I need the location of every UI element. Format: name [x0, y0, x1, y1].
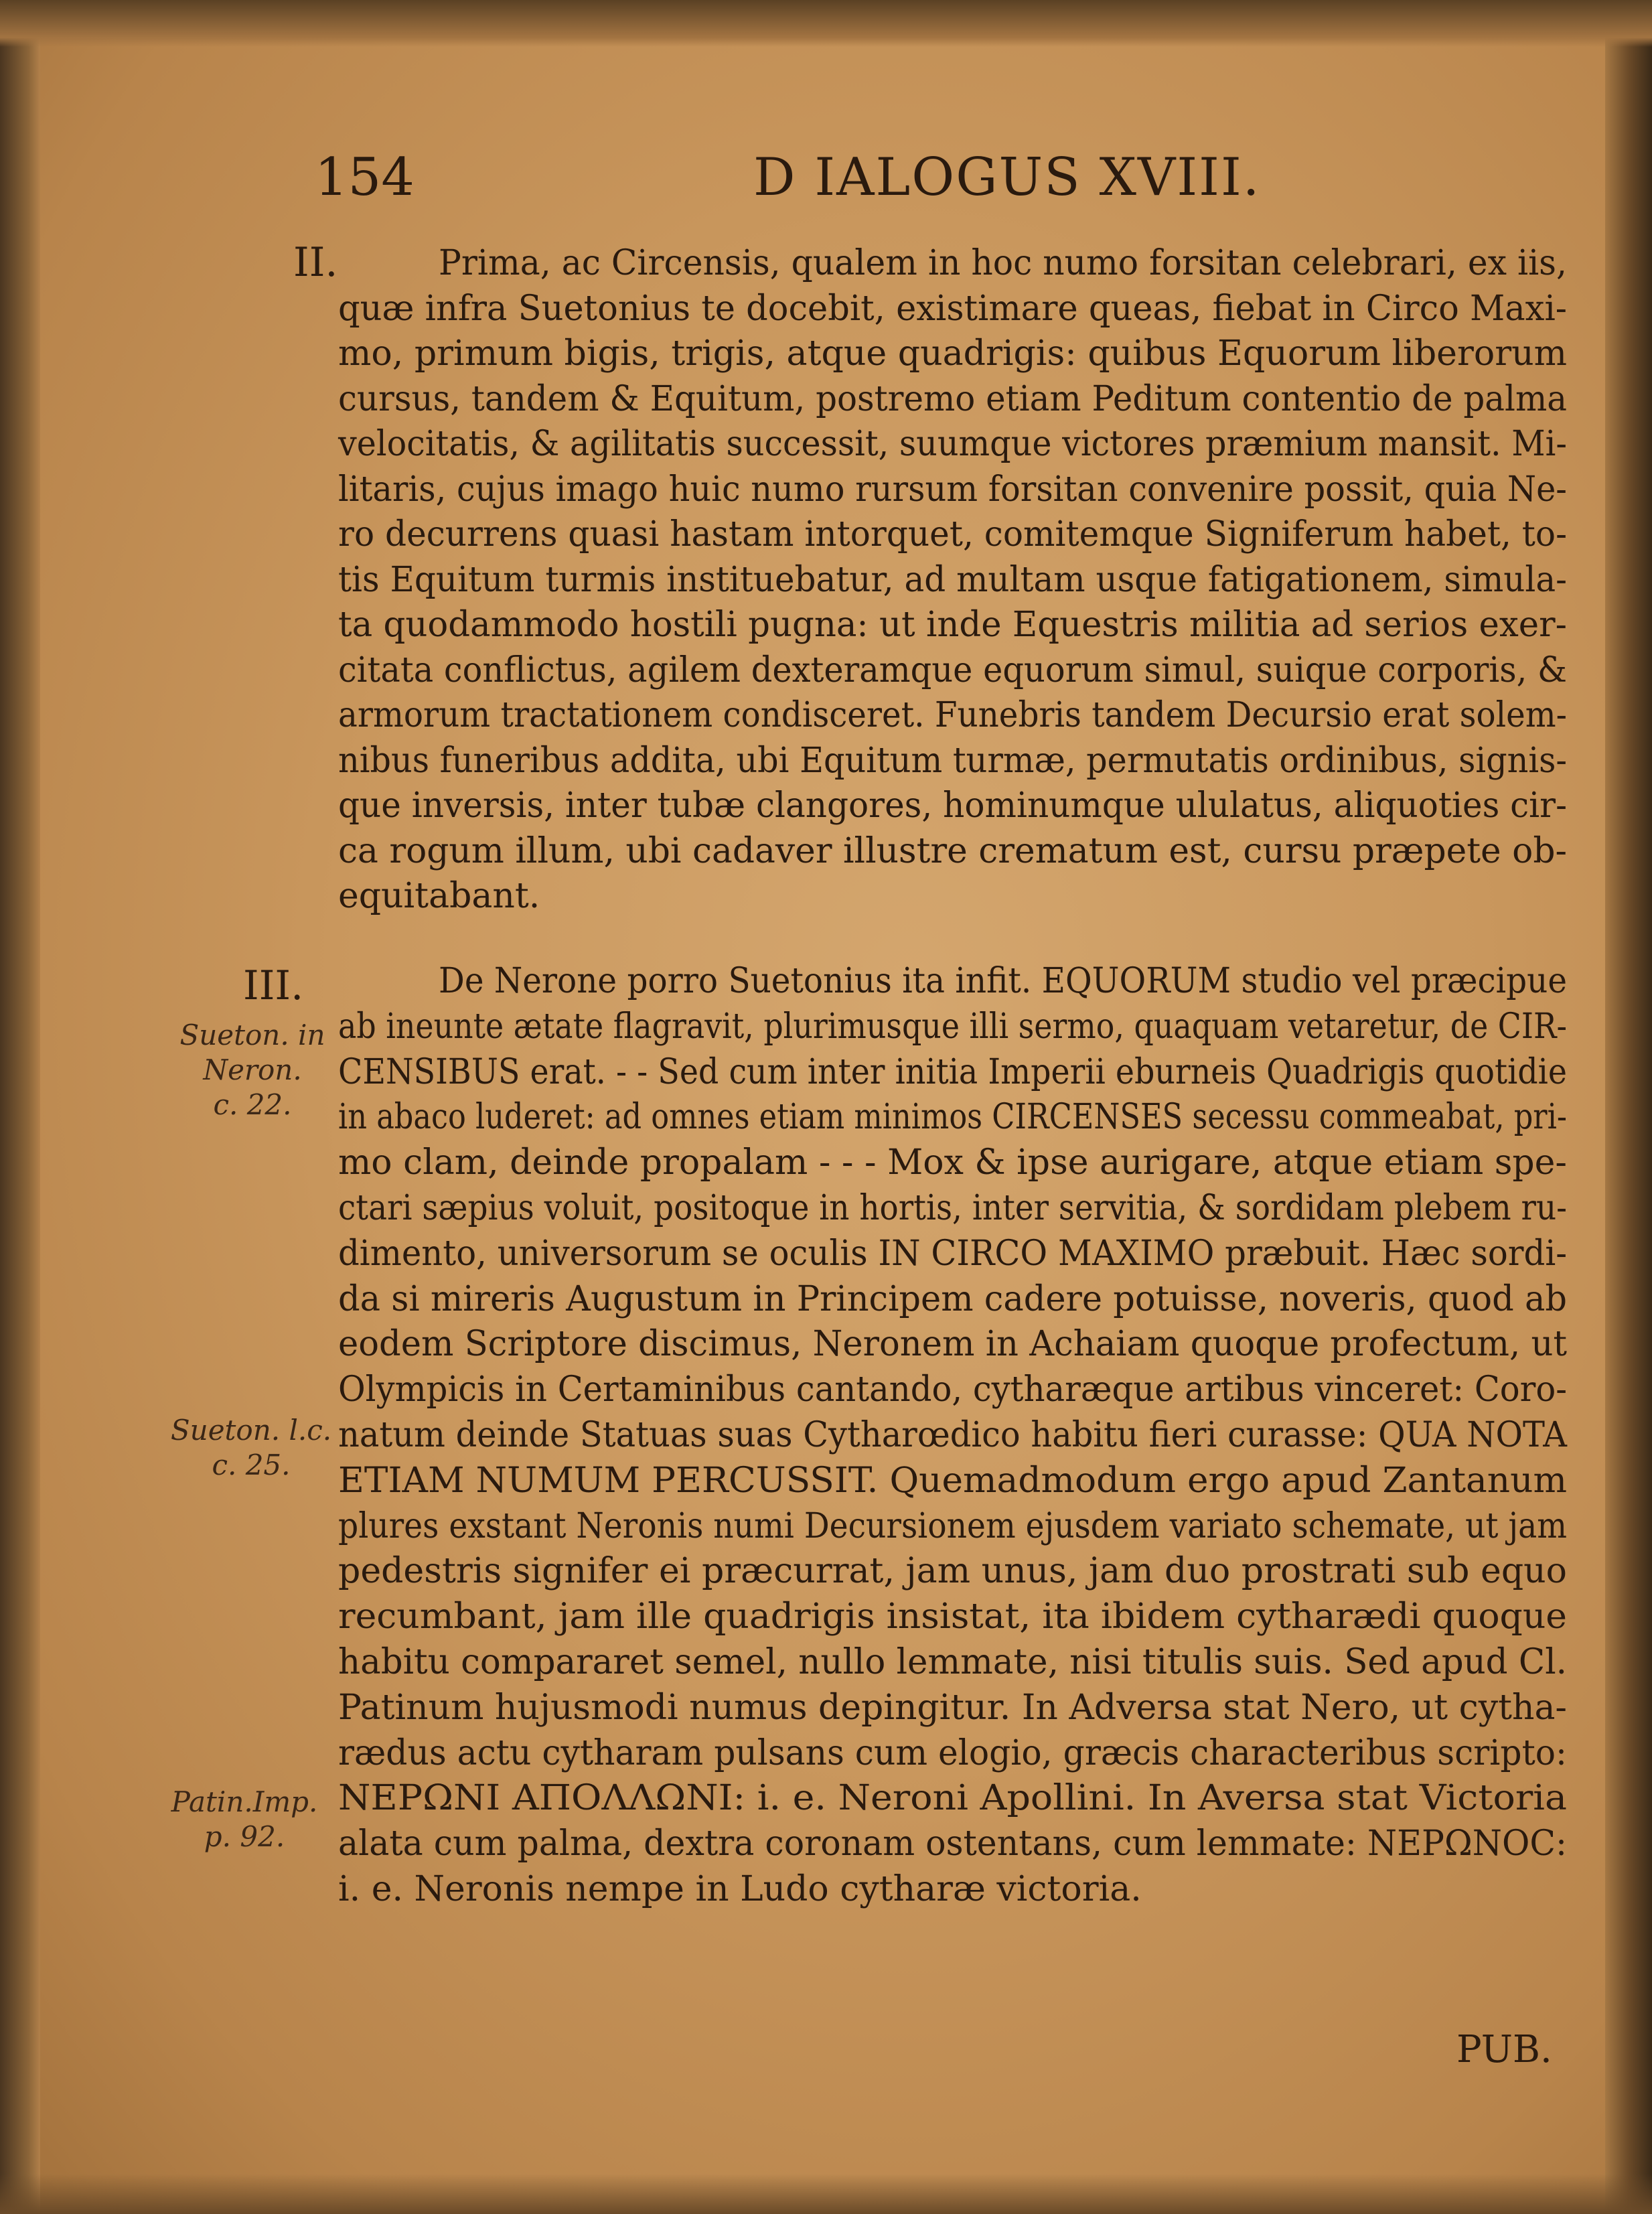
text-line: mo clam, deinde propalam - - - Mox & ipse aurigare, atque etiam spe-: [338, 1142, 1567, 1183]
text-line: in abaco luderet: ad omnes etiam minimos CIRCENSES secessu commeabat, pri-: [338, 1097, 1567, 1138]
text-line: CENSIBUS erat. - - Sed cum inter initia Imperii eburneis Quadrigis quotidie: [338, 1051, 1567, 1092]
text-line: De Nerone porro Suetonius ita infit. EQUORUM studio vel præcipue: [439, 961, 1567, 1001]
text-line: natum deinde Statuas suas Cytharœdico habitu fieri curasse: QUA NOTA: [338, 1415, 1567, 1455]
text-line: Patinum hujusmodi numus depingitur. In Adversa stat Nero, ut cytha-: [338, 1687, 1567, 1728]
text-line: plures exstant Neronis numi Decursionem ejusdem variato schemate, ut jam: [338, 1505, 1567, 1546]
text-line: ETIAM NUMUM PERCUSSIT. Quemadmodum ergo apud Zantanum: [338, 1460, 1567, 1501]
page-right-edge: [1605, 0, 1652, 2214]
text-line: dimento, universorum se oculis IN CIRCO MAXIMO præbuit. Hæc sordi-: [338, 1233, 1567, 1274]
text-line: quæ infra Suetonius te docebit, existimare queas, fiebat in Circo Maxi-: [338, 288, 1567, 329]
page-left-edge: [0, 0, 40, 2214]
text-line: i. e. Neronis nempe in Ludo cytharæ victoria.: [338, 1869, 1142, 1909]
text-line: que inversis, inter tubæ clangores, hominumque ululatus, aliquoties cir-: [338, 786, 1567, 826]
page-top-edge: [0, 0, 1652, 47]
section-number-2: II.: [293, 239, 338, 286]
margin-line: Sueton. in: [179, 1019, 325, 1051]
text-line: rædus actu cytharam pulsans cum elogio, græcis characteribus scripto:: [338, 1732, 1567, 1773]
text-line: citata conflictus, agilem dexteramque equorum simul, suique corporis, &: [338, 650, 1567, 690]
text-line: equitabant.: [338, 876, 540, 916]
text-line: ta quodammodo hostili pugna: ut inde Equestris militia ad serios exer-: [338, 605, 1567, 645]
text-line: armorum tractationem condisceret. Funebris tandem Decursio erat solem-: [338, 695, 1567, 735]
margin-line: Neron.: [203, 1053, 302, 1086]
margin-line: Sueton. l.c.: [170, 1414, 332, 1447]
text-line: ΝΕΡΩΝΙ ΑΠΟΛΛΩΝΙ: i. e. Neroni Apollini. In Aversa stat Victoria: [338, 1778, 1567, 1819]
catchword: PUB.: [1456, 2028, 1552, 2071]
margin-note-patin: [161, 1785, 328, 1854]
text-line: Prima, ac Circensis, qualem in hoc numo forsitan celebrari, ex iis,: [439, 243, 1567, 283]
page-title: D IALOGUS XVIII.: [753, 147, 1261, 208]
text-line: velocitatis, & agilitatis successit, suumque victores præmium mansit. Mi-: [338, 424, 1567, 464]
margin-note-suetonius-neron: [175, 1018, 329, 1122]
text-line: alata cum palma, dextra coronam ostentans, cum lemmate: ΝΕΡΩΝΟϹ:: [338, 1824, 1567, 1864]
text-line: ctari sæpius voluit, positoque in hortis, inter servitia, & sordidam plebem ru-: [338, 1188, 1567, 1228]
text-line: ro decurrens quasi hastam intorquet, comitemque Signiferum habet, to-: [338, 514, 1567, 555]
text-line: ca rogum illum, ubi cadaver illustre crematum est, cursu præpete ob-: [338, 830, 1567, 871]
margin-line: c. 25.: [212, 1449, 291, 1481]
text-line: eodem Scriptore discimus, Neronem in Achaiam quoque profectum, ut: [338, 1324, 1567, 1365]
margin-line: Patin.Imp.: [171, 1785, 318, 1818]
section-number-3: III.: [243, 962, 304, 1009]
text-line: cursus, tandem & Equitum, postremo etiam Peditum contentio de palma: [338, 378, 1567, 419]
margin-line: c. 22.: [213, 1088, 292, 1121]
margin-note-suetonius-lc: [167, 1413, 335, 1483]
page-number: 154: [315, 147, 415, 208]
page-bottom-edge: [0, 2174, 1652, 2214]
text-line: ab ineunte ætate flagravit, plurimusque illi sermo, quaquam vetaretur, de CIR-: [338, 1006, 1567, 1047]
text-line: da si mireris Augustum in Principem cadere potuisse, noveris, quod ab: [338, 1278, 1567, 1319]
text-line: pedestris signifer ei præcurrat, jam unus, jam duo prostrati sub equo: [338, 1551, 1567, 1592]
text-line: tis Equitum turmis instituebatur, ad multam usque fatigationem, simula-: [338, 559, 1567, 600]
text-line: mo, primum bigis, trigis, atque quadrigis: quibus Equorum liberorum: [338, 334, 1567, 374]
text-line: recumbant, jam ille quadrigis insistat, ita ibidem cytharædi quoque: [338, 1597, 1567, 1637]
text-line: litaris, cujus imago huic numo rursum forsitan convenire possit, quia Ne-: [338, 469, 1567, 510]
text-line: nibus funeribus addita, ubi Equitum turmæ, permutatis ordinibus, signis-: [338, 740, 1567, 781]
text-line: Olympicis in Certaminibus cantando, cytharæque artibus vinceret: Coro-: [338, 1370, 1567, 1410]
margin-line: p. 92.: [204, 1820, 285, 1853]
text-line: habitu compararet semel, nullo lemmate, nisi titulis suis. Sed apud Cl.: [338, 1642, 1567, 1682]
